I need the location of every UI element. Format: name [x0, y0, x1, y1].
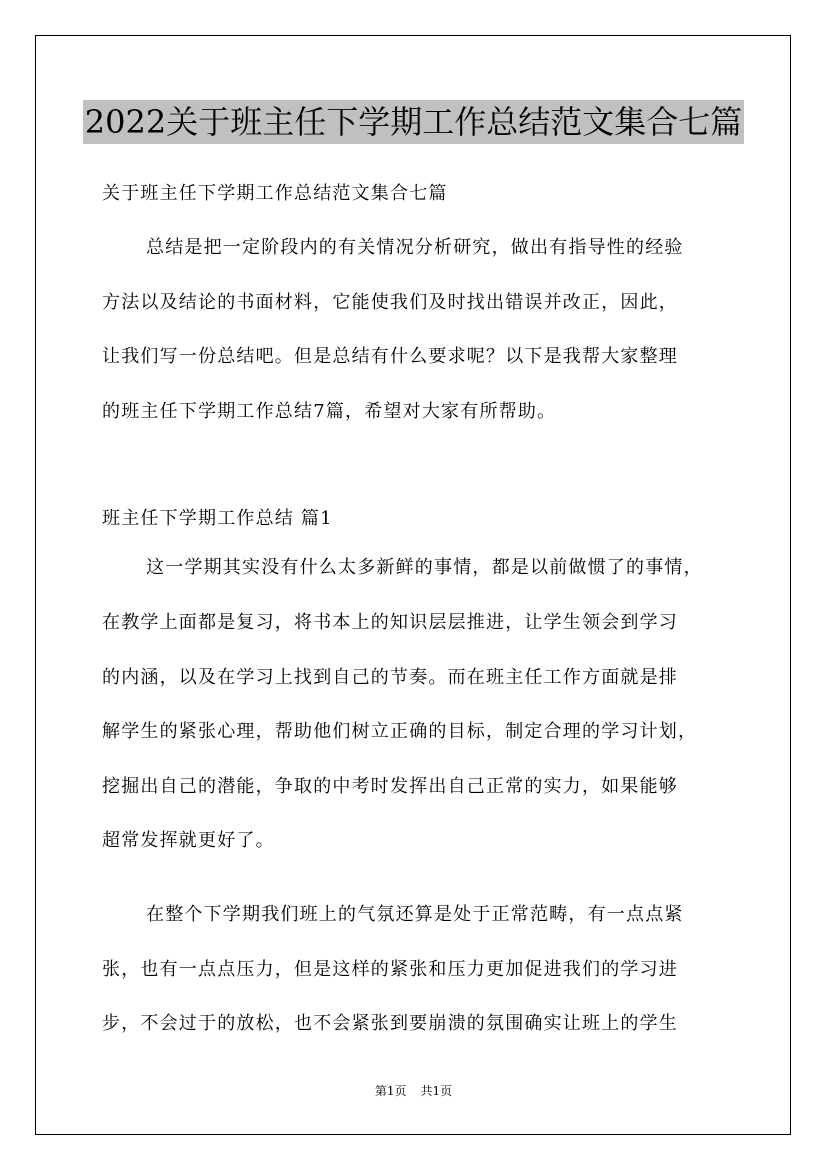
- page-footer: [0, 1083, 827, 1099]
- paragraph-line: 在教学上面都是复习，将书本上的知识层层推进，让学生领会到学习: [102, 611, 678, 633]
- intro-paragraph: [102, 230, 742, 448]
- document-subtitle: 关于班主任下学期工作总结范文集合七篇: [102, 183, 448, 204]
- section-heading: 班主任下学期工作总结 篇1: [102, 508, 333, 530]
- paragraph-line: 张，也有一点点压力，但是这样的紧张和压力更加促进我们的学习进: [102, 958, 678, 980]
- paragraph-line: 的内涵，以及在学习上找到自己的节奏。而在班主任工作方面就是排: [102, 666, 678, 688]
- paragraph-line: 这一学期其实没有什么太多新鲜的事情，都是以前做惯了的事情，: [146, 557, 703, 579]
- paragraph-line: 总结是把一定阶段内的有关情况分析研究，做出有指导性的经验: [146, 237, 684, 258]
- document-body: [102, 176, 742, 1080]
- body-paragraph-1: [102, 550, 742, 878]
- body-paragraph-2: [102, 897, 742, 1061]
- paragraph-line: 让我们写一份总结吧。但是总结有什么要求呢？以下是我帮大家整理: [102, 346, 678, 368]
- paragraph-line: 在整个下学期我们班上的气氛还算是处于正常范畴，有一点点紧: [146, 903, 684, 925]
- blank-line: [102, 467, 742, 501]
- title-container: [0, 100, 827, 144]
- paragraph-line: 解学生的紧张心理，帮助他们树立正确的目标，制定合理的学习计划，: [102, 721, 698, 743]
- paragraph-line: 方法以及结论的书面材料，它能使我们及时找出错误并改正，因此，: [102, 291, 678, 313]
- paragraph-line: 步，不会过于的放松，也不会紧张到要崩溃的氛围确实让班上的学生: [102, 1013, 678, 1035]
- paragraph-line: 超常发挥就更好了。: [102, 830, 275, 852]
- page-total: 共1页: [420, 1084, 453, 1098]
- document-title: 2022关于班主任下学期工作总结范文集合七篇: [83, 100, 744, 144]
- page-number: 第1页: [374, 1084, 407, 1098]
- paragraph-line: 挖掘出自己的潜能，争取的中考时发挥出自己正常的实力，如果能够: [102, 775, 678, 797]
- paragraph-line: 的班主任下学期工作总结7篇，希望对大家有所帮助。: [102, 400, 557, 422]
